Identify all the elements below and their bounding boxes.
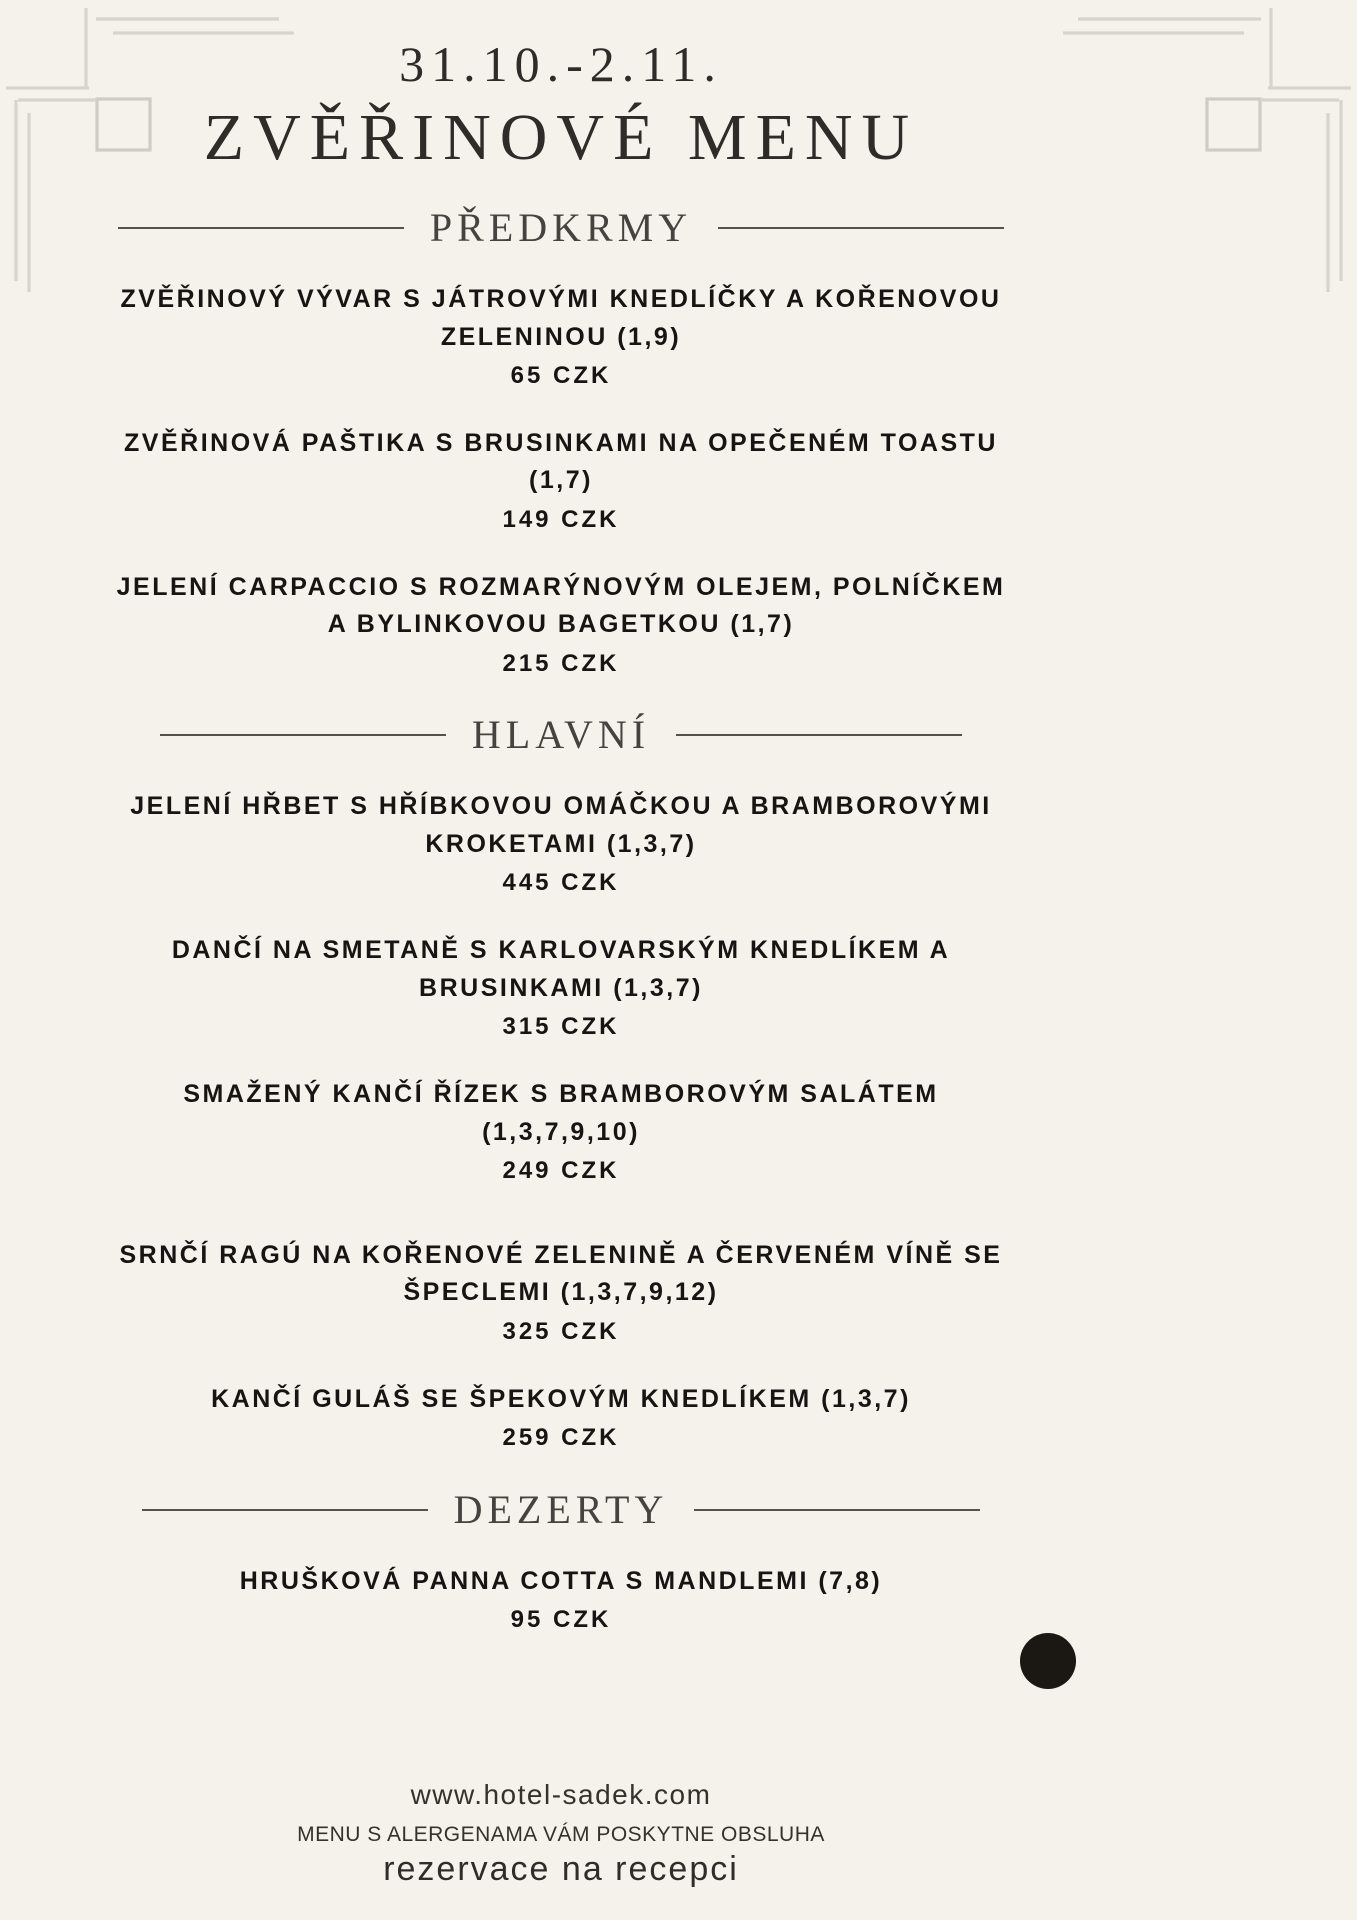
menu-item-name: ZVĚŘINOVÝ VÝVAR S JÁTROVÝMI KNEDLÍČKY A KOŘENOVOU ZELENINOU (1,9) [120,285,1002,351]
section-dezerty [0,1456,1122,1638]
section-predkrmy [0,174,1122,681]
menu-item [105,281,1017,394]
menu-item-price: 249 CZK [502,1157,620,1185]
section-hlavni [0,681,1122,1455]
menu-item-name: JELENÍ CARPACCIO S ROZMARÝNOVÝM OLEJEM, POLNÍČKEM A BYLINKOVOU BAGETKOU (1,7) [116,572,1006,639]
menu-item-name: SMAŽENÝ KANČÍ ŘÍZEK S BRAMBOROVÝM SALÁTEM (1,3,7,9,10) [183,1080,939,1146]
menu-item-price: 445 CZK [502,869,620,897]
page-title: ZVĚŘINOVÉ MENU [203,100,919,174]
section-divider-line [676,734,962,736]
menu-item-name: ZVĚŘINOVÁ PAŠTIKA S BRUSINKAMI NA OPEČENÉM TOASTU (1,7) [124,428,998,495]
menu-item [240,1563,883,1638]
menu-item-price: 325 CZK [502,1317,620,1345]
section-header [0,206,1122,250]
section-divider-line [718,227,1004,229]
reservation-note: rezervace na recepci [383,1850,739,1889]
menu-item-price: 215 CZK [502,649,620,677]
website-url: www.hotel-sadek.com [410,1778,712,1810]
section-label: DEZERTY [453,1486,669,1532]
menu-item-price: 315 CZK [502,1013,620,1041]
menu-item-price: 95 CZK [510,1606,612,1634]
section-label: PŘEDKRMY [429,205,693,251]
menu-item [211,1381,911,1456]
section-header [0,713,1122,757]
menu-item [105,1237,1017,1350]
menu-footer [297,1777,825,1894]
menu-item [105,788,1017,901]
menu-item-name: JELENÍ HŘBET S HŘÍBKOVOU OMÁČKOU A BRAMBOROVÝMI KROKETAMI (1,3,7) [130,792,992,858]
menu-item [105,569,1017,682]
menu-item [105,1076,1017,1189]
section-divider-line [160,734,446,736]
section-label: HLAVNÍ [471,712,651,758]
section-divider-line [142,1509,428,1511]
menu-item-price: 149 CZK [502,505,620,533]
menu-item [105,425,1017,538]
section-header [0,1488,1122,1532]
allergen-note: MENU S ALERGENAMA VÁM POSKYTNE OBSLUHA [297,1823,825,1847]
menu-item-price: 259 CZK [502,1424,620,1452]
menu-item-name: DANČÍ NA SMETANĚ S KARLOVARSKÝM KNEDLÍKEM A BRUSINKAMI (1,3,7) [171,936,951,1002]
menu-item-name: HRUŠKOVÁ PANNA COTTA S MANDLEMI (7,8) [239,1566,883,1595]
section-divider-line [694,1509,980,1511]
menu-item-name: SRNČÍ RAGÚ NA KOŘENOVÉ ZELENINĚ A ČERVENÉM VÍNĚ SE ŠPECLEMI (1,3,7,9,12) [119,1240,1003,1307]
menu-item-price: 65 CZK [510,362,612,390]
menu-item [105,932,1017,1045]
menu-item-name: KANČÍ GULÁŠ SE ŠPEKOVÝM KNEDLÍKEM (1,3,7) [211,1384,911,1413]
date-range: 31.10.-2.11. [399,36,723,92]
section-divider-line [118,227,404,229]
